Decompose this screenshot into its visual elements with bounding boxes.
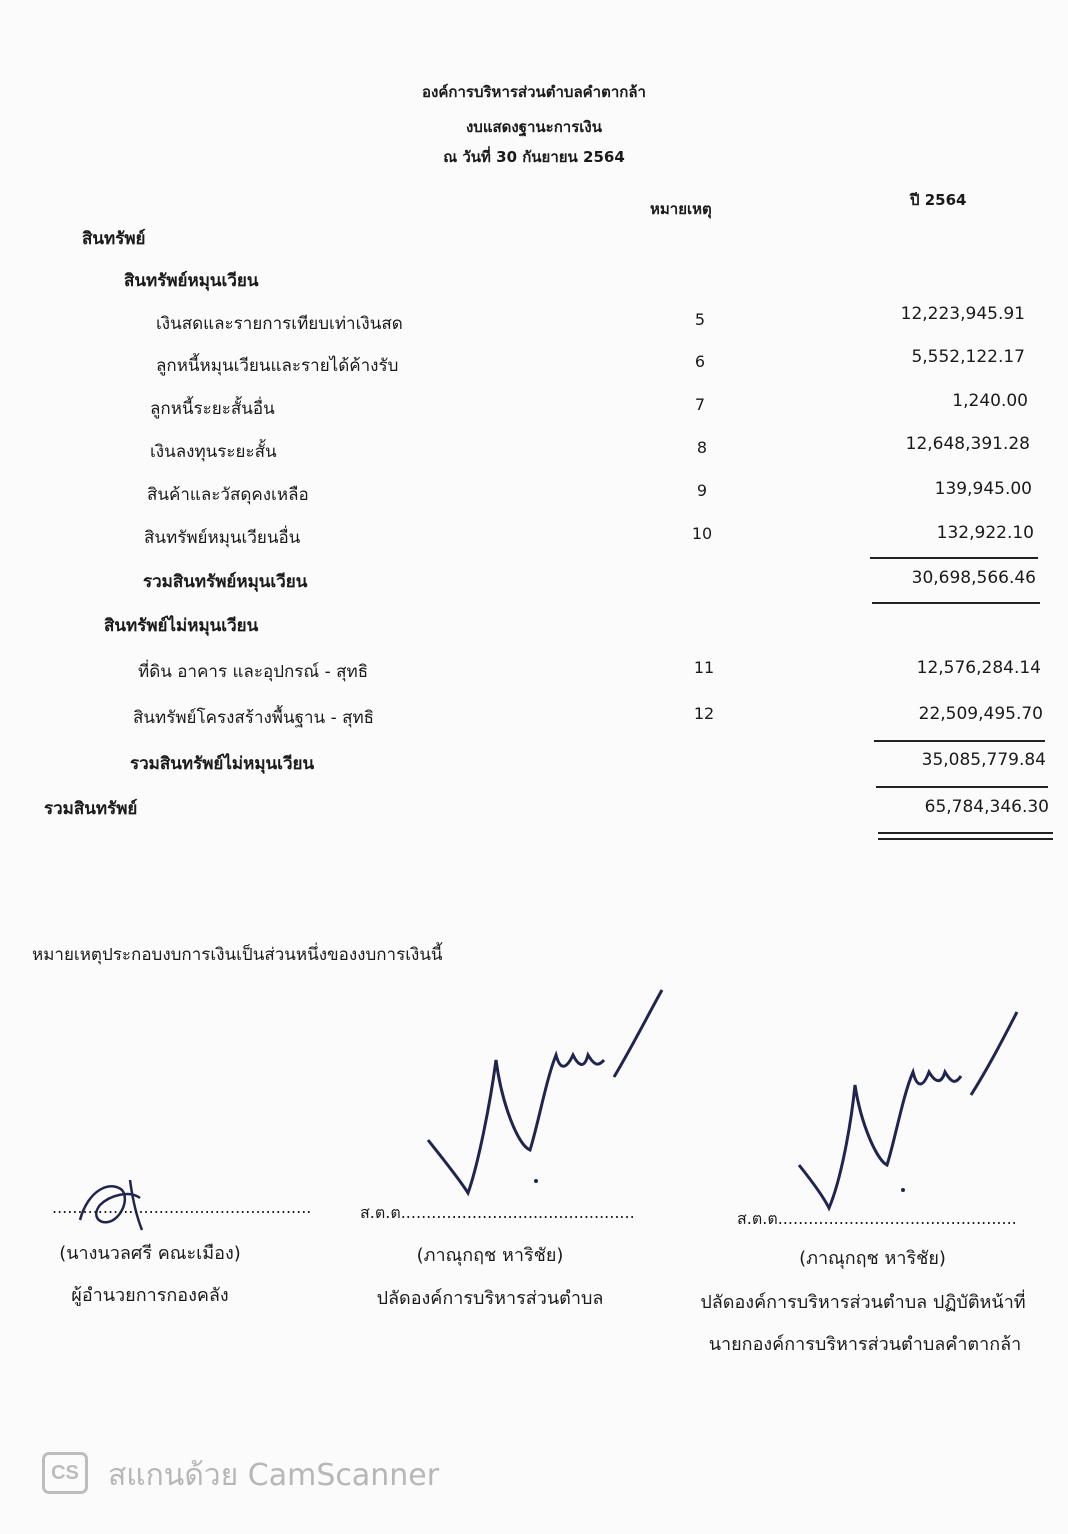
row-note: 9 xyxy=(696,481,708,500)
subtotal-rule xyxy=(874,740,1045,742)
row-label: สินทรัพย์โครงสร้างพื้นฐาน - สุทธิ xyxy=(133,708,375,728)
row-label: เงินสดและรายการเทียบเท่าเงินสด xyxy=(156,314,403,334)
assets-heading: สินทรัพย์ xyxy=(82,229,146,249)
row-note: 7 xyxy=(694,395,706,414)
row-amount: 12,223,945.91 xyxy=(900,304,1025,324)
camscanner-watermark: สแกนด้วย CamScanner xyxy=(108,1458,440,1493)
row-label: สินค้าและวัสดุคงเหลือ xyxy=(147,485,309,505)
signatory-name: (ภาณุกฤช หาริชัย) xyxy=(416,1245,564,1266)
org-name: องค์การบริหารส่วนตำบลคำตากล้า xyxy=(422,83,646,101)
signatory-name: (ภาณุกฤช หาริชัย) xyxy=(799,1248,946,1269)
row-label: ที่ดิน อาคาร และอุปกรณ์ - สุทธิ xyxy=(138,662,369,682)
signature-line: ................................................... xyxy=(52,1198,312,1217)
noncurrent-assets-heading: สินทรัพย์ไม่หมุนเวียน xyxy=(104,616,259,636)
signature-mark-3 xyxy=(795,1010,1035,1220)
signatory-name: (นางนวลศรี คณะเมือง) xyxy=(59,1243,241,1264)
double-rule xyxy=(878,832,1053,834)
noncurrent-total-amount: 35,085,779.84 xyxy=(921,750,1046,770)
signature-mark-2 xyxy=(418,985,678,1205)
subtotal-rule xyxy=(872,602,1040,604)
row-label: สินทรัพย์หมุนเวียนอื่น xyxy=(144,528,301,548)
noncurrent-total-label: รวมสินทรัพย์ไม่หมุนเวียน xyxy=(130,754,315,774)
signatory-role: ปลัดองค์การบริหารส่วนตำบล xyxy=(376,1288,604,1309)
signature-line: ส.ต.ต.............................................. xyxy=(360,1203,635,1222)
row-note: 5 xyxy=(694,310,706,329)
row-amount: 22,509,495.70 xyxy=(918,704,1043,724)
signatory-role: ปลัดองค์การบริหารส่วนตำบล ปฏิบัติหน้าที่ xyxy=(700,1292,1026,1313)
year-column-header: ปี 2564 xyxy=(910,191,967,209)
current-total-label: รวมสินทรัพย์หมุนเวียน xyxy=(143,572,308,592)
current-assets-heading: สินทรัพย์หมุนเวียน xyxy=(124,271,259,291)
row-amount: 132,922.10 xyxy=(936,523,1034,543)
double-rule xyxy=(878,838,1053,840)
row-amount: 1,240.00 xyxy=(952,391,1028,411)
row-note: 10 xyxy=(691,524,713,543)
subtotal-rule xyxy=(870,557,1038,559)
subtotal-rule xyxy=(876,786,1048,788)
row-label: เงินลงทุนระยะสั้น xyxy=(150,442,277,462)
row-note: 8 xyxy=(696,438,708,457)
row-note: 12 xyxy=(693,704,715,723)
signatory-role-2: นายกองค์การบริหารส่วนตำบลคำตากล้า xyxy=(708,1334,1022,1355)
row-label: ลูกหนี้หมุนเวียนและรายได้ค้างรับ xyxy=(156,356,399,376)
signatory-role: ผู้อำนวยการกองคลัง xyxy=(71,1285,229,1306)
statement-title: งบแสดงฐานะการเงิน xyxy=(465,118,602,136)
row-label: ลูกหนี้ระยะสั้นอื่น xyxy=(150,399,275,419)
signature-line: ส.ต.ต............................................... xyxy=(737,1209,1017,1228)
row-note: 6 xyxy=(694,352,706,371)
grand-total-amount: 65,784,346.30 xyxy=(924,797,1049,817)
camscanner-logo: CS xyxy=(42,1452,88,1494)
note-column-header: หมายเหตุ xyxy=(650,200,712,218)
statement-date: ณ วันที่ 30 กันยายน 2564 xyxy=(443,148,625,166)
row-amount: 5,552,122.17 xyxy=(911,347,1025,367)
row-note: 11 xyxy=(693,658,715,677)
row-amount: 139,945.00 xyxy=(934,479,1032,499)
footnote: หมายเหตุประกอบงบการเงินเป็นส่วนหนึ่งของงบการเงินนี้ xyxy=(32,945,443,965)
grand-total-label: รวมสินทรัพย์ xyxy=(44,799,138,819)
row-amount: 12,576,284.14 xyxy=(916,658,1041,678)
current-total-amount: 30,698,566.46 xyxy=(911,568,1036,588)
row-amount: 12,648,391.28 xyxy=(905,434,1030,454)
